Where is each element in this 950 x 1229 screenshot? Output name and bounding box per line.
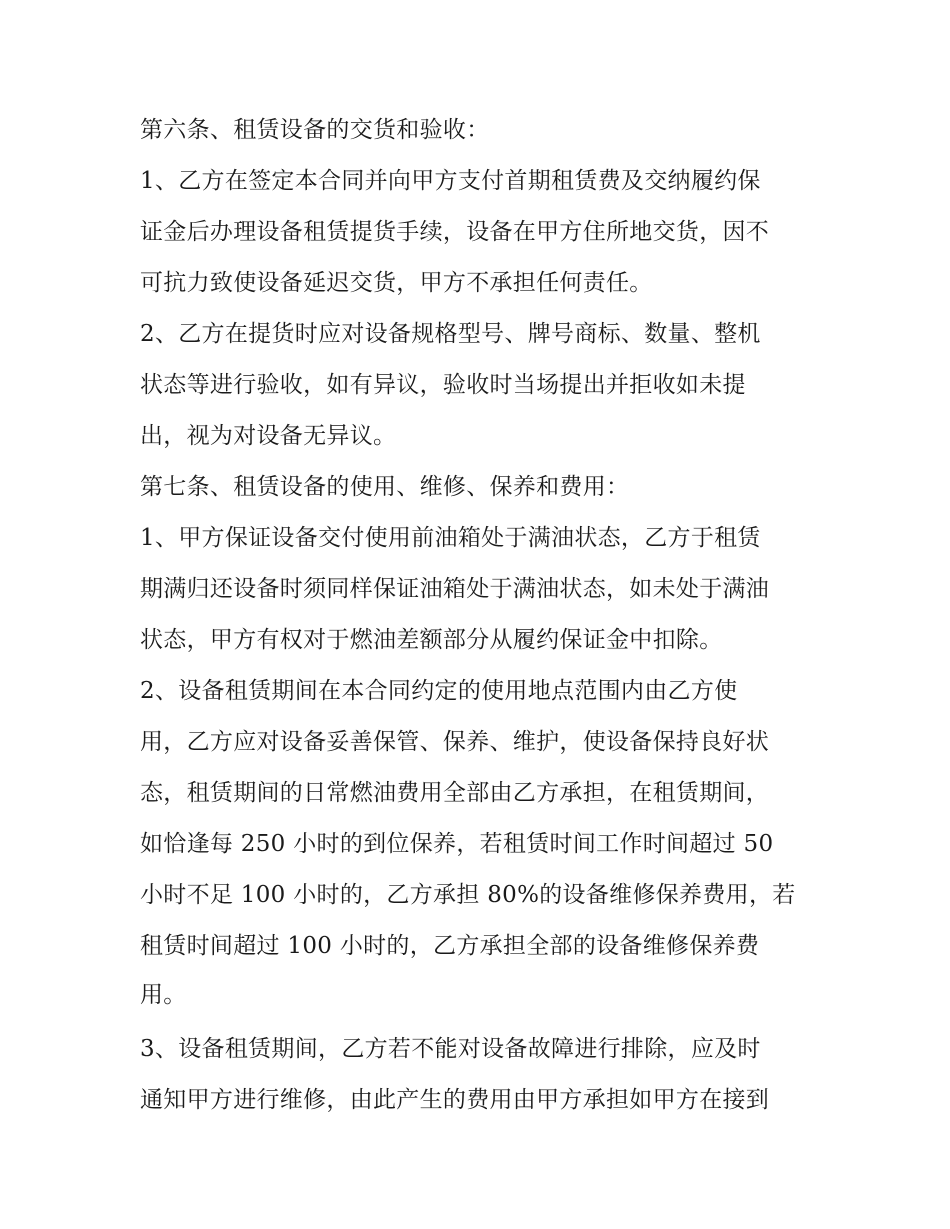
- article-7-clause-3-line-1: 3、设备租赁期间，乙方若不能对设备故障进行排除，应及时: [140, 1036, 761, 1062]
- article-7-clause-3-line-2: 通知甲方进行维修，由此产生的费用由甲方承担如甲方在接到: [140, 1087, 770, 1113]
- article-6-clause-1-line-2: 证金后办理设备租赁提货手续，设备在甲方住所地交货，因不: [140, 219, 770, 245]
- article-7-clause-1-line-3: 状态，甲方有权对于燃油差额部分从履约保证金中扣除。: [140, 627, 723, 653]
- article-7-clause-1-line-1: 1、甲方保证设备交付使用前油箱处于满油状态，乙方于租赁: [140, 525, 761, 551]
- article-7-heading: 第七条、租赁设备的使用、维修、保养和费用：: [140, 474, 630, 500]
- article-6-clause-1-line-1: 1、乙方在签定本合同并向甲方支付首期租赁费及交纳履约保: [140, 168, 761, 194]
- article-7-clause-2-line-2: 用，乙方应对设备妥善保管、保养、维护，使设备保持良好状: [140, 729, 770, 755]
- article-6-clause-1-line-3: 可抗力致使设备延迟交货，甲方不承担任何责任。: [140, 270, 653, 296]
- article-7-clause-2-line-4: 如恰逢每 250 小时的到位保养，若租赁时间工作时间超过 50: [140, 831, 774, 857]
- article-7-clause-2-line-3: 态，租赁期间的日常燃油费用全部由乙方承担，在租赁期间，: [140, 780, 770, 806]
- article-7-clause-1-line-2: 期满归还设备时须同样保证油箱处于满油状态，如未处于满油: [140, 576, 770, 602]
- article-6-clause-2-line-3: 出，视为对设备无异议。: [140, 423, 397, 449]
- article-7-clause-2-line-1: 2、设备租赁期间在本合同约定的使用地点范围内由乙方使: [140, 678, 738, 704]
- article-6-heading: 第六条、租赁设备的交货和验收：: [140, 117, 490, 143]
- article-7-clause-2-line-7: 用。: [140, 982, 187, 1008]
- article-7-clause-2-line-5: 小时不足 100 小时的，乙方承担 80%的设备维修保养费用，若: [140, 882, 796, 908]
- article-7-clause-2-line-6: 租赁时间超过 100 小时的，乙方承担全部的设备维修保养费: [140, 933, 760, 959]
- article-6-clause-2-line-2: 状态等进行验收，如有异议，验收时当场提出并拒收如未提: [140, 372, 746, 398]
- article-6-clause-2-line-1: 2、乙方在提货时应对设备规格型号、牌号商标、数量、整机: [140, 321, 761, 347]
